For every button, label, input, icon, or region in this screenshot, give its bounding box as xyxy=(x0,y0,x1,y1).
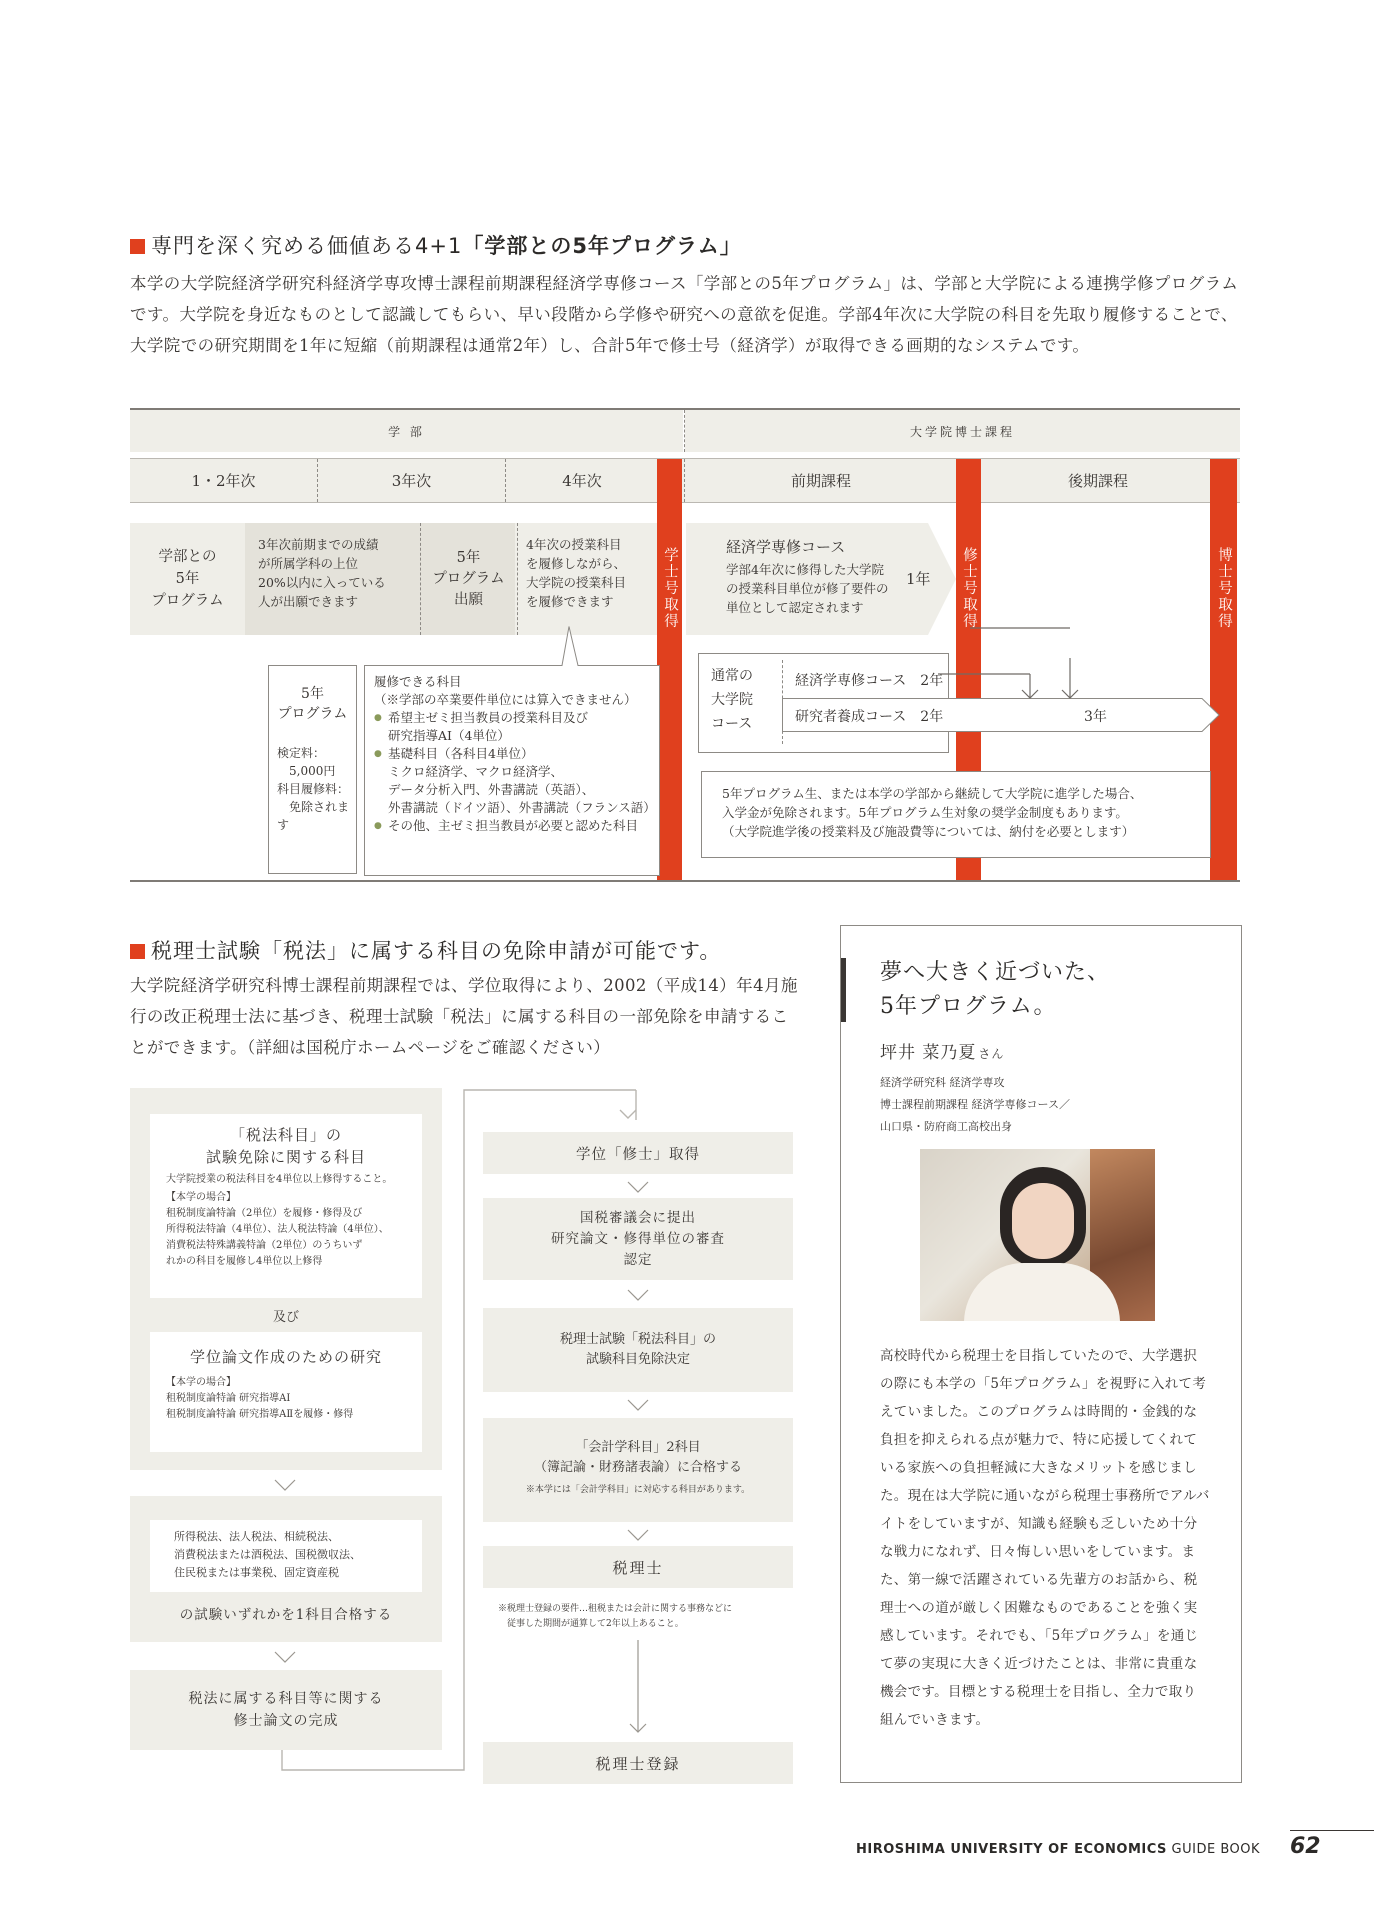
grad-label: 大学院博士課程 xyxy=(685,410,1240,452)
subject-item xyxy=(374,817,656,835)
section2-heading-text: 税理士試験「税法」に属する科目の免除申請が可能です。 xyxy=(151,939,722,963)
r5-note: ※税理士登録の要件…租税または会計に関する事務などに 従事した期間が通算して2年以上あること。 xyxy=(498,1604,733,1629)
chevron-down-icon xyxy=(626,1528,650,1542)
subjects-note: （※学部の卒業要件単位には算入できません） xyxy=(374,692,637,707)
tax-accountant-step: 税理士 xyxy=(483,1546,793,1588)
program-label: 学部との 5年 プログラム xyxy=(151,549,224,609)
degree-bachelor: 学士号取得 xyxy=(662,546,678,630)
box3-title: の試験いずれかを1科目合格する xyxy=(179,1607,393,1623)
box1-detail: 租税制度論特論（2単位）を履修・修得及び 所得税法特論（4単位）、法人税法特論（4単位）、 消費税法特殊講義特論（2単位）のうちいず れかの科目を履修し4単位以上修得 xyxy=(166,1208,389,1267)
tax-registration-step: 税理士登録 xyxy=(483,1742,793,1784)
col-early: 前期課程 xyxy=(790,472,851,490)
box1-sub: 大学院授業の税法科目を4単位以上修得すること。 xyxy=(166,1174,393,1185)
bachelor-bar xyxy=(657,459,682,882)
footer-rule xyxy=(1290,1830,1374,1831)
subject-text: 希望主ゼミ担当教員の授業科目及び 研究指導AⅠ（4単位） xyxy=(388,710,589,743)
subjects-box xyxy=(374,673,656,835)
box2-title: 学位論文作成のための研究 xyxy=(189,1348,382,1366)
scholarship-note: 5年プログラム生、または本学の学部から継続して大学院に進学した場合、 入学金が免除されます。5年プログラム生対象の奨学金制度もあります。 （大学院進学後の授業料及び施設費等については、納付を必要とします） xyxy=(722,786,1143,839)
r4-note: ※本学には「会計学科目」に対応する科目があります。 xyxy=(525,1485,751,1495)
degree-doctor: 博士号取得 xyxy=(1216,546,1232,630)
course-title: 経済学専修コース xyxy=(726,538,846,556)
interviewee-name: 坪井 菜乃夏 xyxy=(880,1043,977,1063)
master-degree-step: 学位「修士」取得 xyxy=(483,1132,793,1174)
undergrad-label: 学 部 xyxy=(130,410,683,452)
and-label: 及び xyxy=(272,1309,299,1325)
box3-detail: 所得税法、法人税法、相続税法、 消費税法または酒税法、国税徴収法、 住民税または事業税、固定資産税 xyxy=(174,1530,361,1579)
subjects-list xyxy=(374,709,656,835)
photo-face xyxy=(1012,1183,1074,1259)
chevron-down-icon xyxy=(626,1398,650,1412)
fee-box xyxy=(268,665,357,874)
normal-course-1: 経済学専修コース 2年 xyxy=(795,673,944,689)
page-number: 62 xyxy=(1290,1834,1321,1859)
bullet-icon: ● xyxy=(374,821,382,831)
footer-title-light: GUIDE BOOK xyxy=(1171,1842,1261,1857)
condition-text: 3年次前期までの成績 が所属学科の上位 20%以内に入っている 人が出願できます xyxy=(258,537,386,609)
section1-body: 本学の大学院経済学研究科経済学専攻博士課程前期課程経済学専修コース「学部との5年プログラム」は、学部と大学院による連携学修プログラムです。大学院を身近なものとして認識してもらい、早い段階から学修や研究への意欲を促進。学部4年次に大学院の科目を先取り履修することで、大学院での研究期間を1年に短縮（前期課程は通常2年）し、合計5年で修士号（経済学）が取得できる画期的なシステムです。 xyxy=(130,274,1239,355)
box2-detail: 租税制度論特論 研究指導AⅠ 租税制度論特論 研究指導AⅡを履修・修得 xyxy=(166,1393,354,1420)
col-year-3: 3年次 xyxy=(391,472,432,490)
r4-text: 「会計学科目」2科目 （簿記論・財務諸表論）に合格する xyxy=(533,1440,742,1475)
heading-main: 「学部との5年プログラム」 xyxy=(462,234,742,258)
degree-master: 修士号取得 xyxy=(961,546,977,630)
thesis-complete-box: 税法に属する科目等に関する 修士論文の完成 xyxy=(130,1670,442,1750)
box2-case: 【本学の場合】 xyxy=(166,1377,236,1388)
interviewee-affiliation: 経済学研究科 経済学専攻 博士課程前期課程 経済学専修コース／ 山口県・防府商工高校出身 xyxy=(880,1076,1070,1133)
accounting-exam-step xyxy=(483,1418,793,1522)
exemption-decision-step: 税理士試験「税法科目」の 試験科目免除決定 xyxy=(483,1308,793,1392)
subjects-title: 履修できる科目 xyxy=(374,674,462,689)
footer-title-bold: HIROSHIMA UNIVERSITY OF ECONOMICS xyxy=(856,1842,1167,1857)
box1-case: 【本学の場合】 xyxy=(166,1192,236,1203)
course-desc: 学部4年次に修得した大学院 の授業科目単位が修了要件の 単位として認定されます xyxy=(726,562,889,615)
subject-item xyxy=(374,745,656,817)
chevron-down-icon xyxy=(626,1288,650,1302)
col-late: 後期課程 xyxy=(1067,472,1128,490)
fee-text: 検定料： 5,000円 科目履修料： 免除されます xyxy=(277,746,350,832)
heading-square-icon xyxy=(130,239,145,254)
interviewee-photo xyxy=(920,1149,1155,1321)
tax-council-step: 国税審議会に提出 研究論文・修得単位の審査 認定 xyxy=(483,1198,793,1280)
early-to-late-line xyxy=(870,608,1070,668)
subject-item xyxy=(374,709,656,745)
interview-headline: 夢へ大きく近づいた、 5年プログラム。 xyxy=(880,960,1111,1019)
bullet-icon: ● xyxy=(374,713,382,723)
subject-text: 基礎科目（各科目4単位） ミクロ経済学、マクロ経済学、 データ分析入門、外書講読（英語）、 外書講読（ドイツ語）、外書講読（フランス語） xyxy=(388,746,656,815)
apply-label: 5年 プログラム 出願 xyxy=(432,549,505,608)
section2-heading xyxy=(130,935,721,965)
interviewee-name-row xyxy=(880,1038,1004,1063)
col-year-1-2: 1・2年次 xyxy=(191,472,256,490)
course-years: 1年 xyxy=(906,570,931,588)
footer-title xyxy=(856,1842,1260,1857)
subject-text: その他、主ゼミ担当教員が必要と認めた科目 xyxy=(388,818,639,833)
interview-body: 高校時代から税理士を目指していたので、大学選択の際にも本学の「5年プログラム」を視野に入れて考えていました。このプログラムは時間的・金銭的な負担を抑えられる点が魅力で、特に応援してくれている家族への負担軽減に大きなメリットを感じました。現在は大学院に通いながら税理士事務所でアルバイトをしていますが、知識も経験も乏しいため十分な戦力になれず、日々悔しい思いをしています。また、第一線で活躍されている先輩方のお話から、税理士への道が厳しく困難なものであることを強く実感しています。それでも、「5年プログラム」を通じて夢の実現に大きく近づけたことは、非常に貴重な機会です。目標とする税理士を目指し、全力で取り組んでいきます。 xyxy=(880,1348,1210,1728)
normal-label: 通常の 大学院 コース xyxy=(711,668,753,732)
bullet-icon: ● xyxy=(374,749,382,759)
normal-late-years: 3年 xyxy=(1084,709,1107,725)
section1-heading xyxy=(130,230,742,260)
heading-prefix: 専門を深く究める価値ある4+1 xyxy=(151,234,463,258)
chevron-down-icon xyxy=(626,1180,650,1194)
honorific: さん xyxy=(978,1047,1005,1061)
heading-square-icon-2 xyxy=(130,944,145,959)
program-diagram xyxy=(130,408,1240,882)
col-year-4: 4年次 xyxy=(562,472,602,490)
normal-course-2: 研究者養成コース 2年 xyxy=(795,709,944,725)
fee-title: 5年 プログラム xyxy=(277,686,348,722)
arrow-down-icon xyxy=(626,1640,650,1736)
box1-title: 「税法科目」の 試験免除に関する科目 xyxy=(205,1126,366,1166)
section2-body: 大学院経済学研究科博士課程前期課程では、学位取得により、2002（平成14）年4月施行の改正税理士法に基づき、税理士試験「税法」に属する科目の一部免除を申請することができます。（詳細は国税庁ホームページをご確認ください） xyxy=(130,976,798,1057)
headline-bar xyxy=(841,958,846,1022)
year4-text: 4年次の授業科目 を履修しながら、 大学院の授業科目 を履修できます xyxy=(526,537,627,609)
